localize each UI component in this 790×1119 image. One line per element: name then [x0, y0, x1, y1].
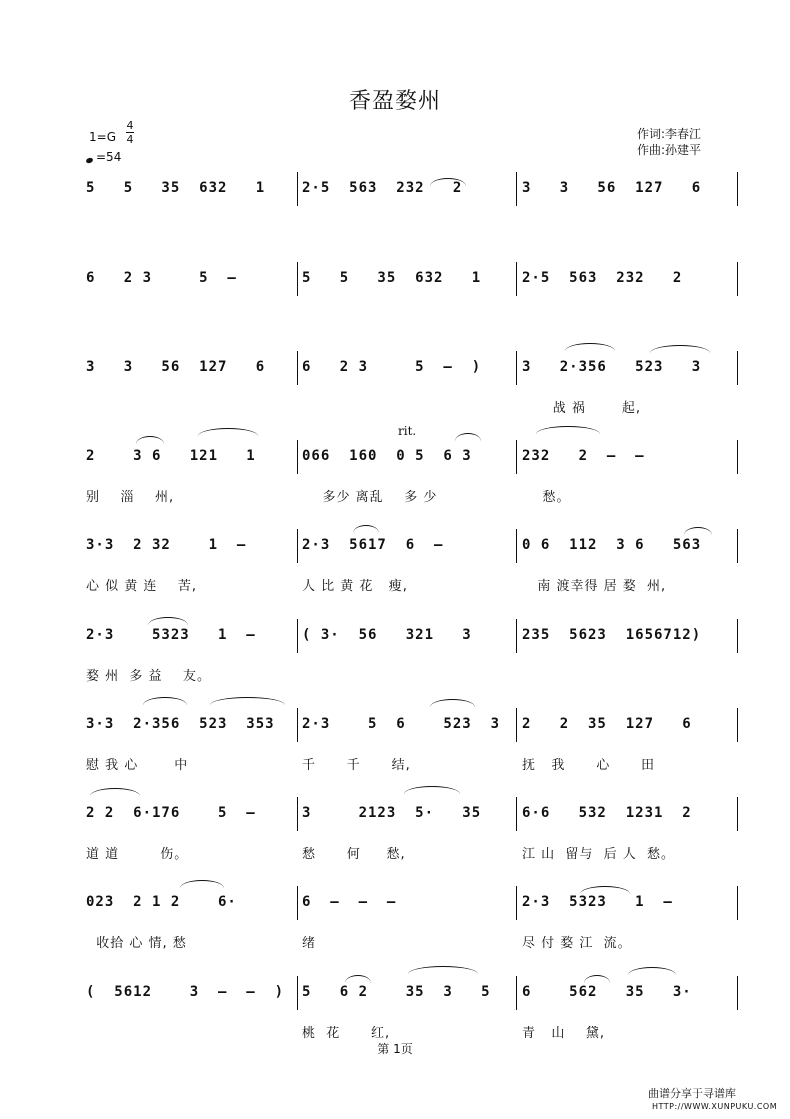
- lyrics: 桃 花 红,: [302, 1026, 391, 1041]
- lyrics: 抚 我 心 田: [522, 758, 655, 773]
- tempo-marking: [86, 150, 121, 164]
- bar-line: [297, 529, 298, 563]
- lyrics: 江 山 留与 后 人 愁。: [522, 847, 676, 862]
- measure-notes: 5 5 35 632 1: [86, 180, 266, 196]
- measure-notes: 023 2 1 2 6·: [86, 894, 237, 910]
- measure-notes: 6·6 532 1231 2: [522, 805, 692, 821]
- measure-notes: 0 6 112 3 6 563: [522, 537, 702, 553]
- bar-line: [516, 172, 517, 206]
- measure-notes: 3 3 56 127 6: [522, 180, 702, 196]
- time-signature-bottom: 4: [126, 133, 134, 146]
- measure-notes: 6 2 3 5 – ): [302, 359, 482, 375]
- bar-line: [516, 797, 517, 831]
- time-signature-top: 4: [126, 119, 134, 132]
- lyrics: 心 似 黄 连 苦,: [86, 579, 198, 594]
- bar-line: [737, 351, 738, 385]
- measure-notes: 2 2 35 127 6: [522, 716, 692, 732]
- measure-notes: 5 6 2 35 3 5: [302, 984, 491, 1000]
- bar-line: [516, 708, 517, 742]
- lyrics: 南 渡幸得 居 婺 州,: [522, 579, 667, 594]
- bar-line: [516, 529, 517, 563]
- measure-notes: 5 5 35 632 1: [302, 270, 482, 286]
- lyrics: 尽 付 婺 江 流。: [522, 936, 632, 951]
- measure-notes: ( 5612 3 – – ): [86, 984, 285, 1000]
- bar-line: [297, 976, 298, 1010]
- lyrics: 绪: [302, 936, 317, 951]
- key-signature: 1=G: [89, 130, 116, 144]
- score-row: [0, 805, 790, 895]
- measure-notes: 066 160 0 5 6 3: [302, 448, 472, 464]
- bar-line: [297, 262, 298, 296]
- composer: 作曲:孙建平: [637, 143, 702, 157]
- measure-notes: 6 2 3 5 –: [86, 270, 237, 286]
- lyrics: 道 道 伤。: [86, 847, 189, 862]
- score-row: [0, 537, 790, 627]
- lyrics: 收拾 心 情, 愁: [86, 936, 187, 951]
- bar-line: [737, 262, 738, 296]
- measure-notes: 3 2123 5· 35: [302, 805, 482, 821]
- measure-notes: ( 3· 56 321 3: [302, 627, 472, 643]
- measure-notes: 235 5623 1656712): [522, 627, 702, 643]
- measure-notes: 2·5 563 232 2: [522, 270, 683, 286]
- measure-notes: 3·3 2·356 523 353: [86, 716, 275, 732]
- bar-line: [737, 619, 738, 653]
- lyrics: 愁。: [522, 490, 571, 505]
- measure-notes: 3·3 2 32 1 –: [86, 537, 247, 553]
- bar-line: [297, 886, 298, 920]
- bar-line: [516, 976, 517, 1010]
- bar-line: [297, 708, 298, 742]
- bar-line: [737, 172, 738, 206]
- measure-notes: 2 3 6 121 1: [86, 448, 256, 464]
- bar-line: [737, 797, 738, 831]
- bar-line: [297, 172, 298, 206]
- lyrics: 青 山 黛,: [522, 1026, 606, 1041]
- bar-line: [737, 976, 738, 1010]
- lyrics: 多少 离乱 多 少: [302, 490, 438, 505]
- measure-notes: 2·3 5 6 523 3: [302, 716, 501, 732]
- bar-line: [516, 440, 517, 474]
- measure-notes: 3 3 56 127 6: [86, 359, 266, 375]
- score-title: 香盈婺州: [348, 89, 441, 114]
- measure-notes: 3 2·356 523 3: [522, 359, 702, 375]
- lyrics: 慰 我 心 中: [86, 758, 189, 773]
- rit-marking: rit.: [398, 424, 417, 438]
- bar-line: [737, 440, 738, 474]
- bar-line: [516, 619, 517, 653]
- quarter-note-icon: [85, 157, 93, 164]
- bar-line: [516, 886, 517, 920]
- measure-notes: 2·3 5323 1 –: [522, 894, 673, 910]
- watermark-url: HTTP://WWW.XUNPUKU.COM: [652, 1102, 778, 1111]
- lyrics: 别 淄 州,: [86, 490, 175, 505]
- measure-notes: 232 2 – –: [522, 448, 645, 464]
- lyrics: 愁 何 愁,: [302, 847, 406, 862]
- bar-line: [737, 886, 738, 920]
- lyrics: 千 千 结,: [302, 758, 411, 773]
- lyricist: 作词:李春江: [637, 127, 702, 141]
- score-row: [0, 180, 790, 270]
- measure-notes: 2·3 5617 6 –: [302, 537, 444, 553]
- measure-notes: 2·3 5323 1 –: [86, 627, 256, 643]
- measure-notes: 2 2 6·176 5 –: [86, 805, 256, 821]
- score-row: [0, 984, 790, 1074]
- bar-line: [297, 619, 298, 653]
- page-number: 第 1页: [377, 1042, 413, 1056]
- lyrics: 人 比 黄 花 瘦,: [302, 579, 408, 594]
- lyrics: 婺 州 多 益 友。: [86, 669, 212, 684]
- bar-line: [516, 351, 517, 385]
- score-row: [0, 359, 790, 449]
- credits: [637, 126, 701, 158]
- watermark: [648, 1087, 777, 1113]
- bar-line: [737, 529, 738, 563]
- measure-notes: 2·5 563 232 2: [302, 180, 463, 196]
- score-row: [0, 448, 790, 538]
- watermark-text: 曲谱分享于寻谱库: [648, 1087, 736, 1100]
- bar-line: [297, 351, 298, 385]
- measure-notes: 6 – – –: [302, 894, 397, 910]
- bar-line: [516, 262, 517, 296]
- bar-line: [737, 708, 738, 742]
- tempo-value: =54: [96, 150, 122, 164]
- bar-line: [297, 440, 298, 474]
- lyrics: 战 祸 起,: [522, 401, 641, 416]
- score-row: [0, 627, 790, 717]
- measure-notes: 6 562 35 3·: [522, 984, 692, 1000]
- bar-line: [297, 797, 298, 831]
